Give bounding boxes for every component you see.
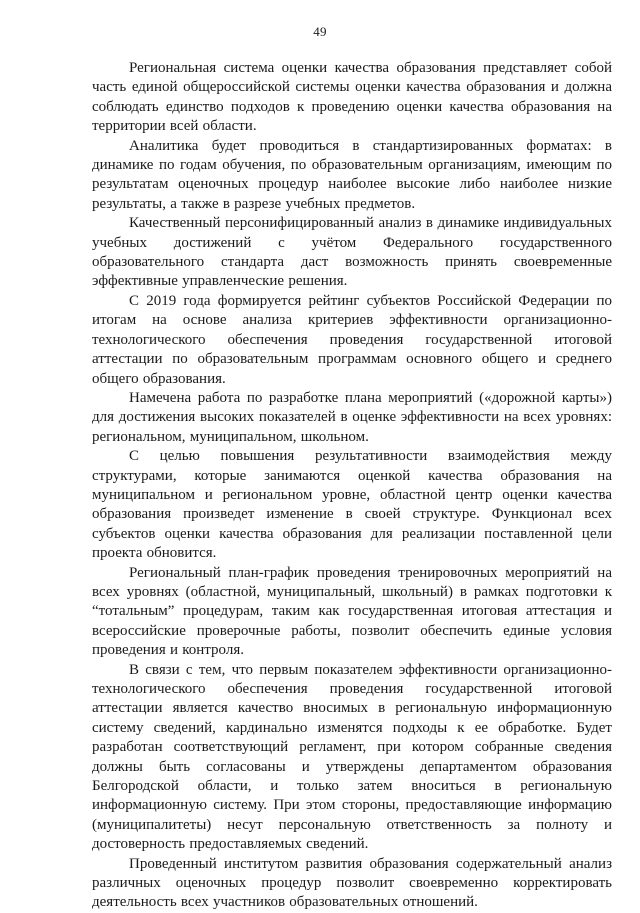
paragraph-personalized-analysis: Качественный персонифицированный анализ в динамике индивидуальных учебных достижений с учётом Федерального государственного образовательного стандарта даст возможность принять своевременные эффективные управленческие решения. bbox=[92, 215, 612, 290]
paragraph-analytics: Аналитика будет проводиться в стандартизированных форматах: в динамике по годам обучения, по образовательным организациям, имеющим по результатам оценочных процедур наиболее высокие либо наиболее низкие результаты, а также в разрезе учебных предметов. bbox=[92, 137, 612, 212]
paragraph-roadmap: Намечена работа по разработке плана мероприятий («дорожной карты») для достижения высоких показателей в оценке эффективности на всех уровнях: региональном, муниципальном, школьном. bbox=[92, 389, 612, 445]
paragraph-information-system: В связи с тем, что первым показателем эффективности организационно-технологического обеспечения проведения государственной итоговой аттестации является качество вносимых в региональную информационную систему сведений, кардинально изменятся подходы к ее обработке. Будет разработан соответствующий регламент, при котором собранные сведения должны быть согласованы и утверждены департаментом образования Белгородской области, и только затем вноситься в региональную информационную систему. При этом стороны, предоставляющие информацию (муниципалитеты) несут персональную ответственность за полноту и достоверность предоставляемых сведений. bbox=[92, 661, 612, 853]
paragraph-rating-2019: С 2019 года формируется рейтинг субъектов Российской Федерации по итогам на основе анализа критериев эффективности организационно-технологического обеспечения проведения государственной итоговой аттестации по образовательным программам основного общего и среднего общего образования. bbox=[92, 292, 612, 387]
paragraph-institute-analysis: Проведенный институтом развития образования содержательный анализ различных оценочных процедур позволит своевременно корректировать деятельность всех участников образовательных отношений. bbox=[92, 855, 612, 911]
page-number: 49 bbox=[313, 24, 327, 39]
paragraph-training-schedule: Региональный план-график проведения тренировочных мероприятий на всех уровнях (областной, муниципальный, школьный) в рамках подготовки к “тотальным” процедурам, таким как государственная итоговая аттестация и всероссийские проверочные работы, позволит обеспечить единые условия проведения и контроля. bbox=[92, 564, 612, 659]
body-text bbox=[92, 59, 612, 913]
paragraph-regional-system: Региональная система оценки качества образования представляет собой часть единой общероссийской системы оценки качества образования и должна соблюдать единство подходов к проведению оценки качества образования на территории всей области. bbox=[92, 60, 612, 135]
paragraph-structure-change: С целью повышения результативности взаимодействия между структурами, которые занимаются оценкой качества образования на муниципальном и региональном уровне, областной центр оценки качества образования произведет изменение в своей структуре. Функционал всех субъектов оценки качества образования для реализации поставленной цели проекта обновится. bbox=[92, 448, 612, 562]
